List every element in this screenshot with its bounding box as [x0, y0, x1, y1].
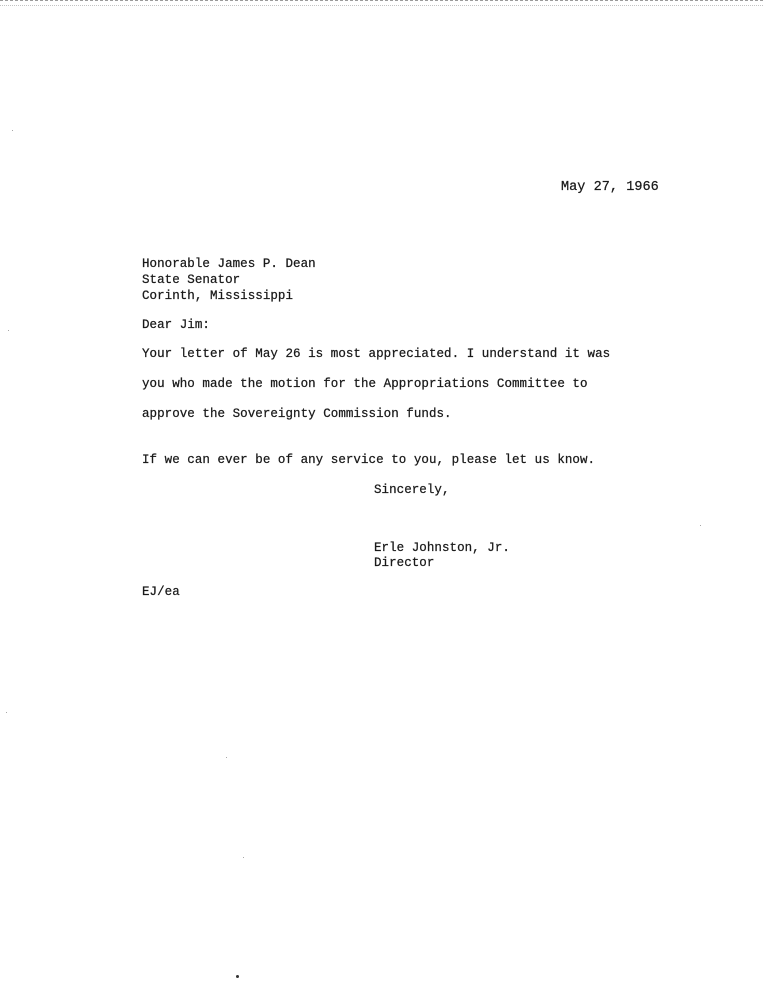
recipient-location: Corinth, Mississippi: [142, 289, 294, 303]
recipient-name: Honorable James P. Dean: [142, 257, 316, 271]
reference-initials: EJ/ea: [142, 585, 180, 599]
scan-speck: [8, 330, 9, 331]
letter-date: May 27, 1966: [561, 180, 659, 195]
body-line-2: you who made the motion for the Appropriations Committee to: [142, 377, 588, 391]
scan-speck: [700, 525, 701, 526]
salutation: Dear Jim:: [142, 318, 210, 332]
body-line-1: Your letter of May 26 is most appreciated. I understand it was: [142, 347, 611, 361]
scan-speck: [236, 975, 239, 978]
signer-title: Director: [374, 556, 435, 570]
scan-speck: [6, 712, 7, 713]
recipient-title: State Senator: [142, 273, 241, 287]
body-line-3: approve the Sovereignty Commission funds.: [142, 407, 452, 421]
scan-speck: [243, 857, 244, 858]
body-paragraph-2: If we can ever be of any service to you, please let us know.: [142, 453, 596, 467]
scan-top-edge: [0, 0, 763, 6]
scan-speck: [12, 130, 13, 131]
closing: Sincerely,: [374, 483, 450, 497]
scan-speck: [226, 757, 227, 758]
signer-name: Erle Johnston, Jr.: [374, 541, 510, 555]
